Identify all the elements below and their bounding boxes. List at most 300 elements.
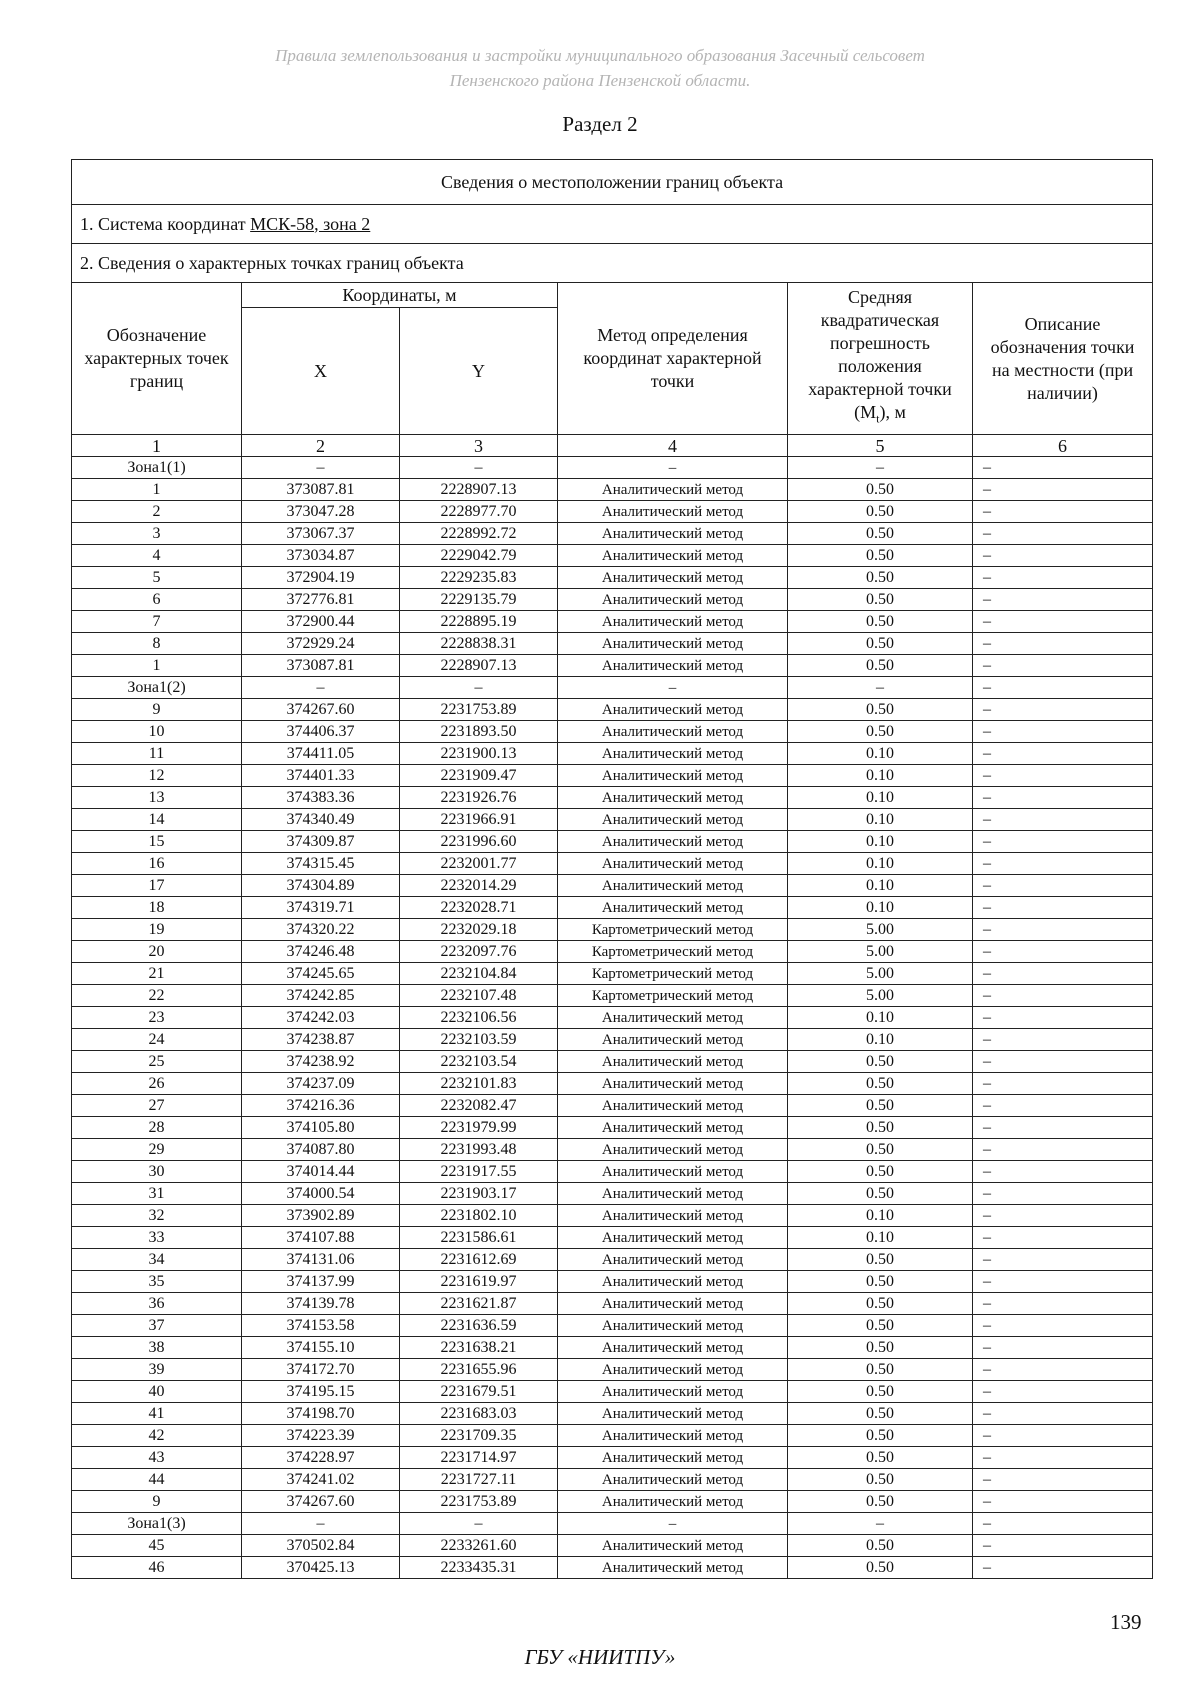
cell-point-id: 3 [72,523,242,545]
cell-description: – [973,523,1153,545]
cell-x: 370502.84 [242,1535,400,1557]
cell-x: 374309.87 [242,831,400,853]
cell-point-id: 41 [72,1403,242,1425]
cell-x: 374319.71 [242,897,400,919]
table-row [72,853,1153,875]
cell-method: Аналитический метод [558,1491,788,1513]
cell-y: 2231893.50 [400,721,558,743]
cell-error: 0.50 [788,1557,973,1579]
cell-y: 2231619.97 [400,1271,558,1293]
cell-x: 374000.54 [242,1183,400,1205]
cell-x: 373047.28 [242,501,400,523]
table-row [72,809,1153,831]
cell-error: 0.10 [788,875,973,897]
cell-method: Аналитический метод [558,897,788,919]
cell-method: Аналитический метод [558,589,788,611]
cell-description: – [973,1095,1153,1117]
cell-x: 374242.85 [242,985,400,1007]
cell-y: 2231993.48 [400,1139,558,1161]
cell-point-id: Зона1(3) [72,1513,242,1535]
cell-description: – [973,1161,1153,1183]
cell-description: – [973,1557,1153,1579]
cell-description: – [973,545,1153,567]
table-row [72,1359,1153,1381]
cell-method: Аналитический метод [558,1403,788,1425]
cell-description: – [973,1513,1153,1535]
cell-error: 0.50 [788,1271,973,1293]
cell-y: 2232101.83 [400,1073,558,1095]
cell-x: 373902.89 [242,1205,400,1227]
table-row [72,1249,1153,1271]
cell-point-id: 45 [72,1535,242,1557]
cell-y: 2231612.69 [400,1249,558,1271]
cell-method: Аналитический метод [558,1161,788,1183]
cell-point-id: 10 [72,721,242,743]
cell-error: 0.50 [788,501,973,523]
cell-point-id: 35 [72,1271,242,1293]
cell-error: – [788,677,973,699]
table-row [72,1403,1153,1425]
cell-y: 2231727.11 [400,1469,558,1491]
cell-description: – [973,897,1153,919]
cell-error: 0.50 [788,1535,973,1557]
cell-y: 2228895.19 [400,611,558,633]
cell-description: – [973,699,1153,721]
cell-method: Аналитический метод [558,655,788,677]
cell-point-id: 38 [72,1337,242,1359]
cell-x: 374198.70 [242,1403,400,1425]
cell-point-id: 31 [72,1183,242,1205]
table-row [72,787,1153,809]
cell-method: Аналитический метод [558,1029,788,1051]
cell-point-id: 36 [72,1293,242,1315]
col-header-coordinates: Координаты, м [242,283,558,308]
table-row [72,1337,1153,1359]
cell-description: – [973,1007,1153,1029]
table-head [72,160,1153,457]
cell-y: 2231909.47 [400,765,558,787]
cell-y: 2232097.76 [400,941,558,963]
table-row [72,1117,1153,1139]
cell-error: 0.50 [788,1447,973,1469]
table-row [72,501,1153,523]
cell-description: – [973,501,1153,523]
cell-point-id: 44 [72,1469,242,1491]
cell-description: – [973,1447,1153,1469]
cell-x: 374228.97 [242,1447,400,1469]
table-row [72,1535,1153,1557]
table-row [72,1183,1153,1205]
cell-error: 0.50 [788,479,973,501]
cell-y: 2229135.79 [400,589,558,611]
cell-x: 374238.92 [242,1051,400,1073]
col-header-error [788,283,973,435]
cell-point-id: 9 [72,1491,242,1513]
cell-y: 2231753.89 [400,699,558,721]
cell-error: 0.50 [788,589,973,611]
cell-x: 374238.87 [242,1029,400,1051]
cell-y: 2231709.35 [400,1425,558,1447]
cell-y: 2232028.71 [400,897,558,919]
table-row [72,1425,1153,1447]
cell-method: Аналитический метод [558,501,788,523]
cell-method: – [558,1513,788,1535]
footer-organization: ГБУ «НИИТПУ» [524,1645,676,1669]
cell-method: Аналитический метод [558,1381,788,1403]
cell-point-id: 19 [72,919,242,941]
cell-error: 0.10 [788,897,973,919]
cell-y: – [400,457,558,479]
col-header-description: Описание обозначения точки на местности (при наличии) [973,283,1153,435]
cell-method: Аналитический метод [558,1051,788,1073]
cell-error: 0.50 [788,1315,973,1337]
cell-method: Аналитический метод [558,1469,788,1491]
table-row [72,1271,1153,1293]
cell-x: 374139.78 [242,1293,400,1315]
cell-x: 374195.15 [242,1381,400,1403]
cell-error: 0.10 [788,809,973,831]
cell-point-id: 39 [72,1359,242,1381]
cell-method: Аналитический метод [558,1183,788,1205]
cell-point-id: 16 [72,853,242,875]
table-row [72,1161,1153,1183]
cell-description: – [973,589,1153,611]
cell-y: 2232014.29 [400,875,558,897]
cell-y: 2231802.10 [400,1205,558,1227]
table-row [72,1381,1153,1403]
cell-method: Аналитический метод [558,765,788,787]
cell-method: Картометрический метод [558,941,788,963]
cell-point-id: 1 [72,479,242,501]
table-row [72,897,1153,919]
cell-error: 0.50 [788,1183,973,1205]
cell-point-id: 28 [72,1117,242,1139]
cell-method: Аналитический метод [558,611,788,633]
cell-method: Аналитический метод [558,1095,788,1117]
table-body [72,457,1153,1579]
cell-x: 374411.05 [242,743,400,765]
cell-description: – [973,457,1153,479]
table-row [72,1557,1153,1579]
cell-description: – [973,1271,1153,1293]
cell-method: Аналитический метод [558,875,788,897]
cell-error: 0.10 [788,787,973,809]
cell-x: 373034.87 [242,545,400,567]
cell-x: 374383.36 [242,787,400,809]
cell-method: Аналитический метод [558,743,788,765]
cell-description: – [973,1073,1153,1095]
cell-point-id: 42 [72,1425,242,1447]
cell-error: 0.10 [788,1205,973,1227]
cell-x: 373067.37 [242,523,400,545]
cell-x: 374267.60 [242,1491,400,1513]
coord-system-label: 1. Система координат [80,213,251,234]
cell-method: Аналитический метод [558,1315,788,1337]
cell-method: Аналитический метод [558,1535,788,1557]
cell-point-id: Зона1(1) [72,457,242,479]
table-row [72,1315,1153,1337]
table-row [72,831,1153,853]
column-number-row [72,435,1153,457]
table-row [72,1029,1153,1051]
cell-point-id: 18 [72,897,242,919]
cell-x: 374340.49 [242,809,400,831]
cell-error: 0.50 [788,699,973,721]
cell-x: 374242.03 [242,1007,400,1029]
cell-y: 2231679.51 [400,1381,558,1403]
cell-y: 2231638.21 [400,1337,558,1359]
cell-error: 0.10 [788,765,973,787]
cell-error: 0.50 [788,1139,973,1161]
col-header-x: X [242,308,400,435]
table-row [72,633,1153,655]
cell-error: 5.00 [788,985,973,1007]
cell-y: 2228907.13 [400,655,558,677]
coord-system-row [72,205,1153,244]
cell-y: – [400,677,558,699]
cell-description: – [973,1117,1153,1139]
cell-x: 374107.88 [242,1227,400,1249]
cell-description: – [973,1051,1153,1073]
cell-y: 2232104.84 [400,963,558,985]
cell-description: – [973,787,1153,809]
cell-method: Картометрический метод [558,985,788,1007]
cell-y: 2228907.13 [400,479,558,501]
cell-error: 0.10 [788,743,973,765]
cell-x: 372904.19 [242,567,400,589]
cell-description: – [973,1381,1153,1403]
table-row [72,765,1153,787]
cell-method: Картометрический метод [558,919,788,941]
cell-point-id: 13 [72,787,242,809]
table-row [72,655,1153,677]
table-row [72,1095,1153,1117]
cell-point-id: 23 [72,1007,242,1029]
col-header-error-unit: ), м [879,402,906,423]
cell-y: 2231714.97 [400,1447,558,1469]
cell-x: 374216.36 [242,1095,400,1117]
cell-method: Аналитический метод [558,853,788,875]
cell-method: Аналитический метод [558,831,788,853]
table-row [72,545,1153,567]
col-header-error-text: Средняя квадратическая погрешность положения характерной точки (M [808,287,952,423]
cell-method: Аналитический метод [558,787,788,809]
cell-point-id: 9 [72,699,242,721]
cell-error: 0.10 [788,1007,973,1029]
cell-y: 2231996.60 [400,831,558,853]
table-row [72,1073,1153,1095]
table-row [72,611,1153,633]
cell-error: – [788,1513,973,1535]
cell-y: 2231655.96 [400,1359,558,1381]
cell-point-id: 32 [72,1205,242,1227]
cell-y: 2231926.76 [400,787,558,809]
cell-error: 0.50 [788,1359,973,1381]
cell-point-id: 37 [72,1315,242,1337]
table-row [72,457,1153,479]
cell-method: Аналитический метод [558,479,788,501]
cell-y: 2231621.87 [400,1293,558,1315]
cell-description: – [973,831,1153,853]
cell-method: Аналитический метод [558,523,788,545]
cell-y: 2228977.70 [400,501,558,523]
cell-error: 0.50 [788,721,973,743]
cell-method: Аналитический метод [558,809,788,831]
cell-y: 2232106.56 [400,1007,558,1029]
cell-point-id: 12 [72,765,242,787]
cell-method: Аналитический метод [558,699,788,721]
cell-y: 2231900.13 [400,743,558,765]
cell-x: 374172.70 [242,1359,400,1381]
cell-error: 5.00 [788,963,973,985]
table-row [72,1447,1153,1469]
cell-description: – [973,611,1153,633]
cell-error: 0.50 [788,633,973,655]
cell-y: 2229235.83 [400,567,558,589]
cell-error: 0.50 [788,1249,973,1271]
table-title: Сведения о местоположении границ объекта [72,160,1153,205]
table-row [72,1051,1153,1073]
cell-point-id: 20 [72,941,242,963]
cell-x: 374131.06 [242,1249,400,1271]
col-header-method: Метод определения координат характерной точки [558,283,788,435]
cell-point-id: 7 [72,611,242,633]
cell-point-id: Зона1(2) [72,677,242,699]
cell-method: Аналитический метод [558,1249,788,1271]
cell-y: 2233435.31 [400,1557,558,1579]
cell-x: 374087.80 [242,1139,400,1161]
cell-description: – [973,1205,1153,1227]
table-row [72,1513,1153,1535]
cell-x: 374304.89 [242,875,400,897]
cell-description: – [973,1249,1153,1271]
coord-system-value: МСК-58, зона 2 [250,213,371,234]
table-row [72,1469,1153,1491]
cell-error: 0.50 [788,1161,973,1183]
cell-error: 0.10 [788,1029,973,1051]
cell-description: – [973,985,1153,1007]
table-row [72,721,1153,743]
table-row [72,875,1153,897]
cell-method: Аналитический метод [558,1073,788,1095]
table-row [72,677,1153,699]
cell-description: – [973,1403,1153,1425]
cell-point-id: 6 [72,589,242,611]
cell-point-id: 30 [72,1161,242,1183]
cell-description: – [973,875,1153,897]
cell-y: 2231979.99 [400,1117,558,1139]
cell-description: – [973,1359,1153,1381]
cell-error: 0.50 [788,1491,973,1513]
cell-y: 2229042.79 [400,545,558,567]
cell-point-id: 43 [72,1447,242,1469]
cell-y: – [400,1513,558,1535]
table-row [72,985,1153,1007]
cell-x: 374246.48 [242,941,400,963]
cell-x: 374406.37 [242,721,400,743]
cell-x: 370425.13 [242,1557,400,1579]
cell-y: 2232103.54 [400,1051,558,1073]
table-row [72,919,1153,941]
cell-description: – [973,1315,1153,1337]
cell-method: Аналитический метод [558,1337,788,1359]
cell-method: Аналитический метод [558,1227,788,1249]
table-row [72,567,1153,589]
cell-method: Аналитический метод [558,721,788,743]
cell-x: 374315.45 [242,853,400,875]
points-section-title: 2. Сведения о характерных точках границ объекта [72,244,1153,283]
cell-x: 373087.81 [242,479,400,501]
running-header-line-2: Пензенского района Пензенской области. [449,71,751,90]
table-row [72,1205,1153,1227]
cell-method: Аналитический метод [558,1293,788,1315]
cell-y: 2232001.77 [400,853,558,875]
cell-method: Аналитический метод [558,1447,788,1469]
cell-error: 0.50 [788,545,973,567]
column-number: 3 [400,435,558,457]
cell-point-id: 29 [72,1139,242,1161]
cell-error: 0.50 [788,1469,973,1491]
cell-x: 372900.44 [242,611,400,633]
cell-point-id: 5 [72,567,242,589]
cell-description: – [973,677,1153,699]
cell-y: 2232082.47 [400,1095,558,1117]
cell-method: Аналитический метод [558,1205,788,1227]
cell-error: 0.10 [788,1227,973,1249]
running-header [0,43,1200,93]
cell-error: 0.50 [788,1073,973,1095]
cell-point-id: 4 [72,545,242,567]
cell-method: – [558,677,788,699]
table-row [72,699,1153,721]
cell-error: 5.00 [788,919,973,941]
cell-description: – [973,1183,1153,1205]
cell-method: Аналитический метод [558,1557,788,1579]
cell-description: – [973,743,1153,765]
column-number: 1 [72,435,242,457]
table-row [72,743,1153,765]
column-number: 5 [788,435,973,457]
cell-point-id: 22 [72,985,242,1007]
table-row [72,1491,1153,1513]
cell-error: 0.50 [788,611,973,633]
table-row [72,1227,1153,1249]
cell-method: Аналитический метод [558,1425,788,1447]
cell-error: 0.50 [788,655,973,677]
cell-description: – [973,1535,1153,1557]
cell-x: 374014.44 [242,1161,400,1183]
cell-description: – [973,1227,1153,1249]
cell-description: – [973,809,1153,831]
cell-description: – [973,765,1153,787]
cell-x: – [242,677,400,699]
cell-x: 374223.39 [242,1425,400,1447]
cell-y: 2231903.17 [400,1183,558,1205]
cell-description: – [973,1469,1153,1491]
cell-x: – [242,1513,400,1535]
cell-description: – [973,721,1153,743]
cell-x: 374105.80 [242,1117,400,1139]
cell-method: Аналитический метод [558,1271,788,1293]
column-number: 2 [242,435,400,457]
cell-point-id: 14 [72,809,242,831]
cell-method: Аналитический метод [558,633,788,655]
column-number: 6 [973,435,1153,457]
col-header-error-subscript: t [876,411,880,426]
cell-error: 0.50 [788,523,973,545]
cell-x: 372929.24 [242,633,400,655]
cell-error: 0.50 [788,1095,973,1117]
